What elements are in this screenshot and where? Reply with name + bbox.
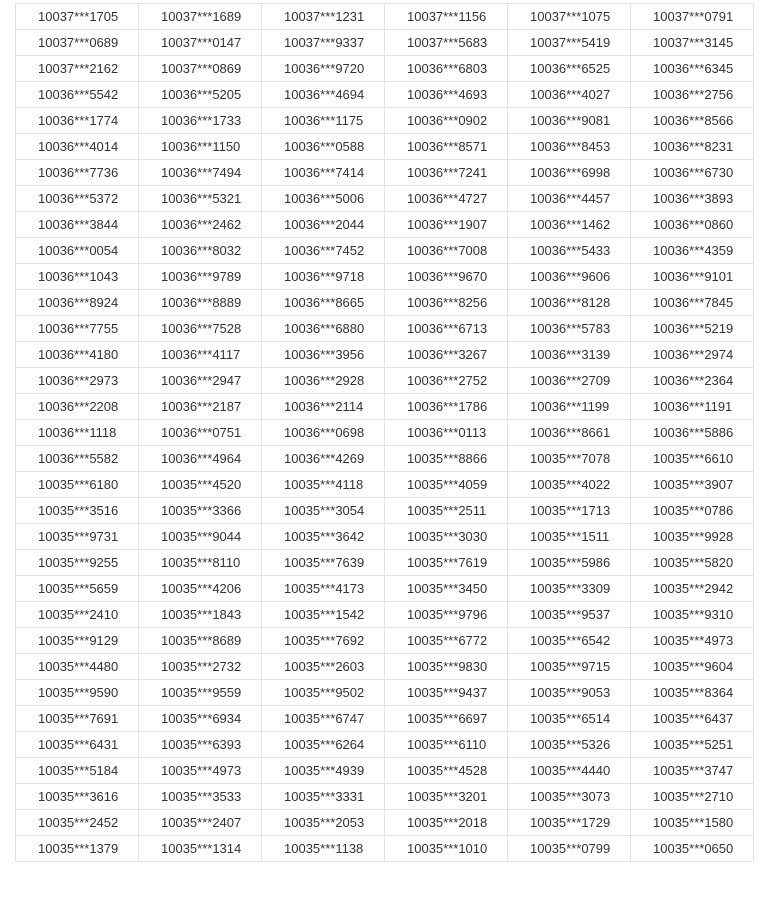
table-cell: 10036***9101	[631, 264, 754, 290]
table-cell: 10037***1231	[262, 4, 385, 30]
table-cell: 10036***2928	[262, 368, 385, 394]
table-cell: 10037***0689	[16, 30, 139, 56]
table-row	[16, 264, 754, 290]
table-cell: 10035***9255	[16, 550, 139, 576]
table-row	[16, 238, 754, 264]
table-cell: 10035***1379	[16, 836, 139, 862]
table-row	[16, 186, 754, 212]
table-cell: 10037***3145	[631, 30, 754, 56]
table-cell: 10035***3201	[385, 784, 508, 810]
table-cell: 10035***8866	[385, 446, 508, 472]
table-cell: 10035***8110	[139, 550, 262, 576]
table-cell: 10036***7241	[385, 160, 508, 186]
table-cell: 10035***4118	[262, 472, 385, 498]
table-cell: 10036***4964	[139, 446, 262, 472]
table-cell: 10035***9731	[16, 524, 139, 550]
table-cell: 10035***9604	[631, 654, 754, 680]
table-cell: 10036***1199	[508, 394, 631, 420]
table-cell: 10036***5542	[16, 82, 139, 108]
table-cell: 10036***8924	[16, 290, 139, 316]
table-cell: 10036***8571	[385, 134, 508, 160]
table-cell: 10035***3616	[16, 784, 139, 810]
table-cell: 10035***3309	[508, 576, 631, 602]
table-row	[16, 56, 754, 82]
table-cell: 10036***9606	[508, 264, 631, 290]
table-cell: 10036***6803	[385, 56, 508, 82]
table-cell: 10035***1729	[508, 810, 631, 836]
table-cell: 10035***7692	[262, 628, 385, 654]
table-cell: 10035***5820	[631, 550, 754, 576]
table-cell: 10035***4480	[16, 654, 139, 680]
table-row	[16, 628, 754, 654]
table-cell: 10035***6514	[508, 706, 631, 732]
table-cell: 10035***0799	[508, 836, 631, 862]
table-cell: 10035***9590	[16, 680, 139, 706]
table-cell: 10035***8689	[139, 628, 262, 654]
table-cell: 10036***6998	[508, 160, 631, 186]
table-row	[16, 134, 754, 160]
table-cell: 10036***5219	[631, 316, 754, 342]
table-cell: 10035***2018	[385, 810, 508, 836]
table-row	[16, 446, 754, 472]
table-cell: 10036***7494	[139, 160, 262, 186]
table-row	[16, 810, 754, 836]
table-row	[16, 368, 754, 394]
table-cell: 10035***4059	[385, 472, 508, 498]
table-row	[16, 784, 754, 810]
table-cell: 10036***1043	[16, 264, 139, 290]
table-cell: 10035***6772	[385, 628, 508, 654]
table-cell: 10035***6747	[262, 706, 385, 732]
table-cell: 10036***1733	[139, 108, 262, 134]
table-cell: 10036***7845	[631, 290, 754, 316]
table-cell: 10036***4694	[262, 82, 385, 108]
table-cell: 10035***6697	[385, 706, 508, 732]
table-cell: 10035***3073	[508, 784, 631, 810]
table-cell: 10036***7008	[385, 238, 508, 264]
table-cell: 10036***9720	[262, 56, 385, 82]
table-cell: 10037***2162	[16, 56, 139, 82]
table-cell: 10035***4973	[139, 758, 262, 784]
table-cell: 10036***4693	[385, 82, 508, 108]
table-cell: 10036***2364	[631, 368, 754, 394]
table-cell: 10036***8665	[262, 290, 385, 316]
table-cell: 10035***4206	[139, 576, 262, 602]
table-cell: 10036***1462	[508, 212, 631, 238]
table-cell: 10035***6437	[631, 706, 754, 732]
table-cell: 10036***2973	[16, 368, 139, 394]
table-cell: 10035***7639	[262, 550, 385, 576]
table-cell: 10035***5986	[508, 550, 631, 576]
table-cell: 10036***0588	[262, 134, 385, 160]
table-cell: 10037***0791	[631, 4, 754, 30]
table-row	[16, 30, 754, 56]
table-cell: 10035***9502	[262, 680, 385, 706]
table-cell: 10036***5006	[262, 186, 385, 212]
table-cell: 10036***2187	[139, 394, 262, 420]
table-row	[16, 524, 754, 550]
table-cell: 10036***1150	[139, 134, 262, 160]
table-cell: 10036***5783	[508, 316, 631, 342]
table-cell: 10036***6880	[262, 316, 385, 342]
table-cell: 10035***1843	[139, 602, 262, 628]
table-cell: 10035***9830	[385, 654, 508, 680]
table-row	[16, 4, 754, 30]
table-cell: 10035***1010	[385, 836, 508, 862]
table-cell: 10035***9310	[631, 602, 754, 628]
table-cell: 10035***9537	[508, 602, 631, 628]
table-cell: 10036***8453	[508, 134, 631, 160]
table-cell: 10035***1580	[631, 810, 754, 836]
table-cell: 10036***0113	[385, 420, 508, 446]
table-cell: 10036***2756	[631, 82, 754, 108]
table-cell: 10035***3747	[631, 758, 754, 784]
table-cell: 10036***5321	[139, 186, 262, 212]
table-cell: 10036***4014	[16, 134, 139, 160]
table-row	[16, 680, 754, 706]
table-cell: 10037***0147	[139, 30, 262, 56]
table-row	[16, 654, 754, 680]
table-row	[16, 212, 754, 238]
table-cell: 10035***9715	[508, 654, 631, 680]
table-cell: 10036***1175	[262, 108, 385, 134]
table-row	[16, 160, 754, 186]
table-row	[16, 108, 754, 134]
table-cell: 10035***4022	[508, 472, 631, 498]
table-cell: 10036***5582	[16, 446, 139, 472]
table-row	[16, 420, 754, 446]
table-cell: 10035***7619	[385, 550, 508, 576]
table-row	[16, 758, 754, 784]
table-cell: 10036***3956	[262, 342, 385, 368]
table-cell: 10036***4457	[508, 186, 631, 212]
table-cell: 10035***6110	[385, 732, 508, 758]
table-row	[16, 394, 754, 420]
table-cell: 10036***2709	[508, 368, 631, 394]
table-cell: 10036***9670	[385, 264, 508, 290]
table-cell: 10036***3893	[631, 186, 754, 212]
table-cell: 10035***4520	[139, 472, 262, 498]
table-cell: 10036***5433	[508, 238, 631, 264]
table-cell: 10036***9789	[139, 264, 262, 290]
table-cell: 10036***0054	[16, 238, 139, 264]
table-cell: 10036***2752	[385, 368, 508, 394]
table-cell: 10035***3907	[631, 472, 754, 498]
table-cell: 10035***4939	[262, 758, 385, 784]
table-cell: 10036***1907	[385, 212, 508, 238]
table-cell: 10035***9129	[16, 628, 139, 654]
table-cell: 10035***6610	[631, 446, 754, 472]
table-cell: 10035***5659	[16, 576, 139, 602]
table-cell: 10037***1705	[16, 4, 139, 30]
table-cell: 10035***1713	[508, 498, 631, 524]
table-cell: 10035***2942	[631, 576, 754, 602]
table-cell: 10036***0698	[262, 420, 385, 446]
table-cell: 10036***8032	[139, 238, 262, 264]
table-cell: 10036***8889	[139, 290, 262, 316]
table-cell: 10035***7691	[16, 706, 139, 732]
table-cell: 10036***9718	[262, 264, 385, 290]
table-cell: 10036***4269	[262, 446, 385, 472]
table-cell: 10036***2974	[631, 342, 754, 368]
table-cell: 10035***1138	[262, 836, 385, 862]
table-row	[16, 342, 754, 368]
table-row	[16, 706, 754, 732]
table-cell: 10035***5184	[16, 758, 139, 784]
table-cell: 10036***8256	[385, 290, 508, 316]
table-cell: 10035***2053	[262, 810, 385, 836]
table-row	[16, 550, 754, 576]
table-cell: 10036***6713	[385, 316, 508, 342]
table-row	[16, 316, 754, 342]
table-cell: 10037***1689	[139, 4, 262, 30]
table-cell: 10036***6525	[508, 56, 631, 82]
table-cell: 10035***3642	[262, 524, 385, 550]
table-cell: 10035***4440	[508, 758, 631, 784]
table-cell: 10036***7528	[139, 316, 262, 342]
table-cell: 10036***0751	[139, 420, 262, 446]
table-cell: 10036***4359	[631, 238, 754, 264]
table-row	[16, 472, 754, 498]
table-cell: 10036***8231	[631, 134, 754, 160]
table-cell: 10036***9081	[508, 108, 631, 134]
table-cell: 10036***3267	[385, 342, 508, 368]
table-cell: 10035***2603	[262, 654, 385, 680]
table-row	[16, 602, 754, 628]
table-cell: 10037***1156	[385, 4, 508, 30]
table-cell: 10035***8364	[631, 680, 754, 706]
table-cell: 10036***7414	[262, 160, 385, 186]
table-cell: 10035***1542	[262, 602, 385, 628]
table-cell: 10035***6264	[262, 732, 385, 758]
table-cell: 10036***1786	[385, 394, 508, 420]
table-cell: 10035***2410	[16, 602, 139, 628]
table-row	[16, 732, 754, 758]
table-cell: 10035***2407	[139, 810, 262, 836]
table-cell: 10036***5886	[631, 420, 754, 446]
table-cell: 10035***2452	[16, 810, 139, 836]
table-cell: 10036***1118	[16, 420, 139, 446]
table-cell: 10036***4727	[385, 186, 508, 212]
table-cell: 10036***3844	[16, 212, 139, 238]
table-cell: 10035***3030	[385, 524, 508, 550]
table-cell: 10036***2114	[262, 394, 385, 420]
table-cell: 10036***6345	[631, 56, 754, 82]
table-cell: 10035***6393	[139, 732, 262, 758]
table-row	[16, 836, 754, 862]
table-cell: 10035***3366	[139, 498, 262, 524]
table-cell: 10035***3331	[262, 784, 385, 810]
table-cell: 10036***5372	[16, 186, 139, 212]
table-cell: 10035***3516	[16, 498, 139, 524]
table-cell: 10036***4117	[139, 342, 262, 368]
table-cell: 10036***4027	[508, 82, 631, 108]
id-table	[15, 3, 754, 862]
id-table-body	[16, 4, 754, 862]
table-cell: 10035***9559	[139, 680, 262, 706]
table-cell: 10036***7452	[262, 238, 385, 264]
table-cell: 10036***2462	[139, 212, 262, 238]
table-cell: 10036***8661	[508, 420, 631, 446]
table-cell: 10035***1314	[139, 836, 262, 862]
table-cell: 10035***9796	[385, 602, 508, 628]
table-cell: 10037***9337	[262, 30, 385, 56]
table-cell: 10036***2947	[139, 368, 262, 394]
table-cell: 10036***7736	[16, 160, 139, 186]
table-cell: 10037***0869	[139, 56, 262, 82]
table-cell: 10036***1191	[631, 394, 754, 420]
table-cell: 10035***3450	[385, 576, 508, 602]
table-cell: 10035***2732	[139, 654, 262, 680]
table-cell: 10035***5326	[508, 732, 631, 758]
table-cell: 10036***2208	[16, 394, 139, 420]
table-cell: 10036***3139	[508, 342, 631, 368]
table-cell: 10035***7078	[508, 446, 631, 472]
table-cell: 10035***9053	[508, 680, 631, 706]
table-cell: 10036***7755	[16, 316, 139, 342]
table-cell: 10036***2044	[262, 212, 385, 238]
table-cell: 10037***5419	[508, 30, 631, 56]
table-cell: 10036***1774	[16, 108, 139, 134]
table-cell: 10035***6180	[16, 472, 139, 498]
table-cell: 10036***5205	[139, 82, 262, 108]
table-cell: 10036***8128	[508, 290, 631, 316]
table-row	[16, 576, 754, 602]
table-cell: 10035***0650	[631, 836, 754, 862]
table-cell: 10035***9044	[139, 524, 262, 550]
table-cell: 10036***8566	[631, 108, 754, 134]
table-cell: 10036***0860	[631, 212, 754, 238]
table-cell: 10035***6431	[16, 732, 139, 758]
table-row	[16, 82, 754, 108]
table-cell: 10037***5683	[385, 30, 508, 56]
table-cell: 10036***0902	[385, 108, 508, 134]
table-cell: 10035***0786	[631, 498, 754, 524]
table-row	[16, 290, 754, 316]
table-cell: 10035***4173	[262, 576, 385, 602]
table-row	[16, 498, 754, 524]
table-cell: 10035***4973	[631, 628, 754, 654]
table-cell: 10035***2710	[631, 784, 754, 810]
table-cell: 10035***2511	[385, 498, 508, 524]
table-cell: 10036***4180	[16, 342, 139, 368]
table-cell: 10035***9437	[385, 680, 508, 706]
table-cell: 10035***9928	[631, 524, 754, 550]
table-cell: 10035***1511	[508, 524, 631, 550]
table-cell: 10036***6730	[631, 160, 754, 186]
table-cell: 10035***6934	[139, 706, 262, 732]
table-cell: 10035***3533	[139, 784, 262, 810]
table-cell: 10037***1075	[508, 4, 631, 30]
table-cell: 10035***5251	[631, 732, 754, 758]
id-table-container	[15, 3, 754, 862]
table-cell: 10035***4528	[385, 758, 508, 784]
table-cell: 10035***6542	[508, 628, 631, 654]
table-cell: 10035***3054	[262, 498, 385, 524]
